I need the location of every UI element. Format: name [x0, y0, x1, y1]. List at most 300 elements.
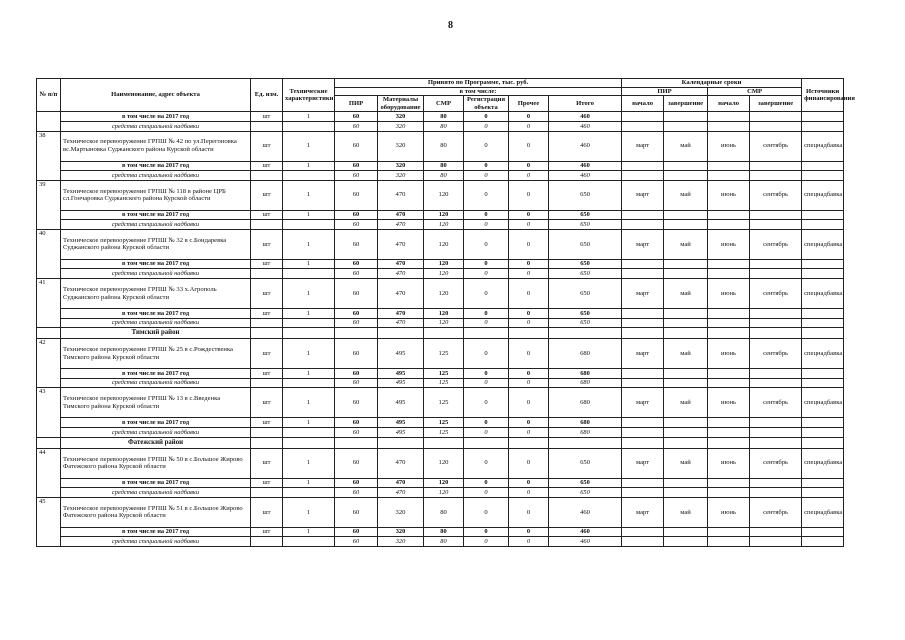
cell-smr: 80 — [424, 131, 464, 161]
cell-num: 39 — [37, 180, 61, 210]
empty-cell — [622, 318, 664, 328]
table-row-fund — [37, 378, 844, 388]
cell-pir: 60 — [335, 220, 378, 230]
cell-smr: 120 — [424, 259, 464, 269]
empty-cell — [251, 269, 283, 279]
cell-other: 0 — [509, 112, 549, 122]
cell-other: 0 — [509, 488, 549, 498]
cell-source: спецнадбавка — [802, 388, 844, 418]
empty-cell — [664, 537, 708, 547]
cell-total: 650 — [549, 229, 622, 259]
header-smr: СМР — [424, 96, 464, 112]
cell-smr: 125 — [424, 378, 464, 388]
empty-cell — [802, 378, 844, 388]
cell-total: 460 — [549, 527, 622, 537]
cell-total: 650 — [549, 318, 622, 328]
header-num: № п/п — [37, 79, 61, 112]
row-label: средства специальной надбавки — [61, 171, 251, 181]
table-row-fund — [37, 537, 844, 547]
cell-pir-start: март — [622, 388, 664, 418]
table-row-2017 — [37, 309, 844, 319]
cell-pir: 60 — [335, 378, 378, 388]
header-pir: ПИР — [335, 96, 378, 112]
empty-cell — [283, 488, 335, 498]
header-source: Источники финансирования — [802, 79, 844, 112]
cell-register: 0 — [464, 339, 509, 369]
cell-qty: 1 — [283, 339, 335, 369]
empty-cell — [802, 161, 844, 171]
empty-cell — [424, 328, 464, 339]
empty-cell — [708, 161, 750, 171]
empty-cell — [251, 428, 283, 438]
cell-pir: 60 — [335, 121, 378, 131]
cell-other: 0 — [509, 229, 549, 259]
empty-cell — [622, 369, 664, 379]
cell-qty: 1 — [283, 210, 335, 220]
cell-other: 0 — [509, 309, 549, 319]
cell-reg: 0 — [464, 161, 509, 171]
cell-smr: 80 — [424, 161, 464, 171]
empty-cell — [750, 527, 802, 537]
table-row-object — [37, 497, 844, 527]
empty-cell — [708, 328, 750, 339]
cell-pir: 60 — [335, 369, 378, 379]
cell-total: 460 — [549, 121, 622, 131]
empty-cell — [802, 171, 844, 181]
cell-unit: шт — [251, 259, 283, 269]
empty-cell — [622, 171, 664, 181]
cell-materials: 495 — [378, 339, 424, 369]
cell-num: 44 — [37, 448, 61, 478]
empty-cell — [464, 328, 509, 339]
empty-cell — [251, 220, 283, 230]
cell-register: 0 — [464, 388, 509, 418]
cell-total: 680 — [549, 418, 622, 428]
cell-materials: 320 — [378, 131, 424, 161]
cell-mat: 320 — [378, 537, 424, 547]
empty-cell — [802, 309, 844, 319]
empty-cell — [37, 161, 61, 171]
cell-reg: 0 — [464, 269, 509, 279]
empty-cell — [37, 171, 61, 181]
cell-other: 0 — [509, 161, 549, 171]
cell-pir: 60 — [335, 180, 378, 210]
empty-cell — [802, 259, 844, 269]
cell-other: 0 — [509, 180, 549, 210]
empty-cell — [37, 210, 61, 220]
empty-cell — [335, 328, 378, 339]
cell-pir-start: март — [622, 448, 664, 478]
empty-cell — [664, 418, 708, 428]
cell-other: 0 — [509, 378, 549, 388]
empty-cell — [251, 328, 283, 339]
empty-cell — [283, 378, 335, 388]
cell-smr: 120 — [424, 279, 464, 309]
cell-pir: 60 — [335, 488, 378, 498]
empty-cell — [37, 527, 61, 537]
cell-smr: 120 — [424, 309, 464, 319]
cell-other: 0 — [509, 121, 549, 131]
cell-reg: 0 — [464, 478, 509, 488]
cell-unit: шт — [251, 388, 283, 418]
empty-cell — [708, 378, 750, 388]
cell-register: 0 — [464, 497, 509, 527]
cell-qty: 1 — [283, 448, 335, 478]
row-label: средства специальной надбавки — [61, 121, 251, 131]
cell-smr: 120 — [424, 229, 464, 259]
cell-register: 0 — [464, 121, 509, 131]
row-label: в том числе на 2017 год — [61, 161, 251, 171]
cell-source: спецнадбавка — [802, 180, 844, 210]
empty-cell — [708, 478, 750, 488]
cell-smr-start: июнь — [708, 339, 750, 369]
cell-register: 0 — [464, 448, 509, 478]
header-dates-group: Календарные сроки — [622, 79, 802, 88]
table-row-2017 — [37, 369, 844, 379]
empty-cell — [708, 269, 750, 279]
empty-cell — [251, 171, 283, 181]
row-label: средства специальной надбавки — [61, 269, 251, 279]
empty-cell — [750, 161, 802, 171]
empty-cell — [750, 318, 802, 328]
empty-cell — [664, 171, 708, 181]
empty-cell — [283, 437, 335, 448]
cell-qty: 1 — [283, 478, 335, 488]
cell-pir: 60 — [335, 478, 378, 488]
cell-register: 0 — [464, 180, 509, 210]
empty-cell — [283, 269, 335, 279]
header-other: Прочее — [509, 96, 549, 112]
cell-pir: 60 — [335, 161, 378, 171]
cell-qty: 1 — [283, 418, 335, 428]
empty-cell — [335, 437, 378, 448]
cell-pir: 60 — [335, 309, 378, 319]
cell-mat: 470 — [378, 488, 424, 498]
header-smr-end: завершение — [750, 96, 802, 112]
empty-cell — [283, 328, 335, 339]
cell-smr: 120 — [424, 180, 464, 210]
cell-reg: 0 — [464, 318, 509, 328]
cell-num: 40 — [37, 229, 61, 259]
cell-smr: 120 — [424, 478, 464, 488]
empty-cell — [283, 171, 335, 181]
empty-cell — [802, 428, 844, 438]
empty-cell — [37, 437, 61, 448]
cell-unit: шт — [251, 210, 283, 220]
table-header — [37, 79, 855, 112]
cell-name: Техническое перевооружение ГРПШ № 118 в районе ЦРБ сл.Гончаровка Суджанского района Курской области — [61, 180, 251, 210]
empty-cell — [750, 488, 802, 498]
cell-total: 650 — [549, 259, 622, 269]
cell-pir-start: март — [622, 131, 664, 161]
empty-cell — [37, 220, 61, 230]
table-row-object — [37, 180, 844, 210]
cell-name: Техническое перевооружение ГРПШ № 51 в с.Большое Жирово Фатежского района Курской области — [61, 497, 251, 527]
cell-smr-start: июнь — [708, 388, 750, 418]
empty-cell — [750, 537, 802, 547]
cell-smr: 80 — [424, 112, 464, 122]
cell-mat: 495 — [378, 369, 424, 379]
cell-source: спецнадбавка — [802, 448, 844, 478]
empty-cell — [708, 437, 750, 448]
empty-cell — [622, 328, 664, 339]
header-materials: Материалы оборудование — [378, 96, 424, 112]
empty-cell — [708, 220, 750, 230]
cell-name: Техническое перевооружение ГРПШ № 25 в с.Рождественка Тимского района Курской области — [61, 339, 251, 369]
empty-cell — [622, 378, 664, 388]
empty-cell — [664, 369, 708, 379]
table-row-fund — [37, 269, 844, 279]
empty-cell — [802, 318, 844, 328]
row-label: в том числе на 2017 год — [61, 210, 251, 220]
cell-mat: 470 — [378, 478, 424, 488]
cell-other: 0 — [509, 259, 549, 269]
row-label: средства специальной надбавки — [61, 488, 251, 498]
cell-smr-start: июнь — [708, 131, 750, 161]
empty-cell — [708, 537, 750, 547]
empty-cell — [750, 171, 802, 181]
row-label: средства специальной надбавки — [61, 428, 251, 438]
cell-smr-end: сентябрь — [750, 448, 802, 478]
cell-pir: 60 — [335, 171, 378, 181]
cell-other: 0 — [509, 537, 549, 547]
cell-smr-start: июнь — [708, 497, 750, 527]
empty-cell — [802, 369, 844, 379]
empty-cell — [750, 328, 802, 339]
cell-other: 0 — [509, 339, 549, 369]
table-row-object — [37, 339, 844, 369]
cell-smr: 125 — [424, 418, 464, 428]
cell-num: 43 — [37, 388, 61, 418]
cell-mat: 320 — [378, 527, 424, 537]
table-row-fund — [37, 171, 844, 181]
cell-total: 680 — [549, 378, 622, 388]
cell-materials: 470 — [378, 229, 424, 259]
empty-cell — [802, 527, 844, 537]
empty-cell — [664, 488, 708, 498]
cell-unit: шт — [251, 131, 283, 161]
cell-materials: 320 — [378, 121, 424, 131]
cell-other: 0 — [509, 497, 549, 527]
empty-cell — [251, 537, 283, 547]
cell-qty: 1 — [283, 309, 335, 319]
cell-unit: шт — [251, 497, 283, 527]
cell-total: 680 — [549, 369, 622, 379]
cell-unit: шт — [251, 418, 283, 428]
cell-total: 650 — [549, 279, 622, 309]
cell-mat: 470 — [378, 220, 424, 230]
empty-cell — [802, 488, 844, 498]
cell-smr: 125 — [424, 388, 464, 418]
empty-cell — [664, 478, 708, 488]
empty-cell — [802, 328, 844, 339]
empty-cell — [802, 210, 844, 220]
table-row-2017 — [37, 478, 844, 488]
empty-cell — [622, 269, 664, 279]
cell-register: 0 — [464, 112, 509, 122]
cell-other: 0 — [509, 220, 549, 230]
cell-materials: 470 — [378, 180, 424, 210]
cell-pir: 60 — [335, 339, 378, 369]
empty-cell — [37, 369, 61, 379]
header-unit: Ед. изм. — [251, 79, 283, 112]
empty-cell — [750, 220, 802, 230]
cell-smr: 125 — [424, 428, 464, 438]
empty-cell — [622, 437, 664, 448]
empty-cell — [622, 537, 664, 547]
cell-reg: 0 — [464, 378, 509, 388]
cell-total: 650 — [549, 269, 622, 279]
empty-cell — [37, 309, 61, 319]
header-register: Регистрация объекта — [464, 96, 509, 112]
cell-name: Техническое перевооружение ГРПШ № 42 по ул.Перегоновка вс.Мартыновка Суджанского района Курской области — [61, 131, 251, 161]
header-smr-start: начало — [708, 96, 750, 112]
empty-cell — [622, 161, 664, 171]
cell-total: 650 — [549, 180, 622, 210]
cell-mat: 470 — [378, 259, 424, 269]
cell-pir: 60 — [335, 527, 378, 537]
cell-pir: 60 — [335, 318, 378, 328]
table-row-object — [37, 388, 844, 418]
empty-cell — [664, 378, 708, 388]
cell-source: спецнадбавка — [802, 131, 844, 161]
cell-qty: 1 — [283, 527, 335, 537]
empty-cell — [750, 259, 802, 269]
cell-qty: 1 — [283, 497, 335, 527]
empty-cell — [664, 161, 708, 171]
cell-pir: 60 — [335, 448, 378, 478]
cell-smr: 80 — [424, 121, 464, 131]
empty-cell — [802, 537, 844, 547]
cell-mat: 470 — [378, 309, 424, 319]
cell-pir: 60 — [335, 279, 378, 309]
cell-pir: 60 — [335, 388, 378, 418]
empty-cell — [622, 428, 664, 438]
row-label: в том числе на 2017 год — [61, 112, 251, 122]
cell-pir-end: май — [664, 131, 708, 161]
cell-reg: 0 — [464, 527, 509, 537]
cell-pir: 60 — [335, 269, 378, 279]
cell-reg: 0 — [464, 488, 509, 498]
cell-other: 0 — [509, 478, 549, 488]
cell-smr: 80 — [424, 537, 464, 547]
row-label: в том числе на 2017 год — [61, 259, 251, 269]
district-title: Фатежский район — [61, 437, 251, 448]
cell-reg: 0 — [464, 171, 509, 181]
empty-cell — [750, 210, 802, 220]
empty-cell — [251, 488, 283, 498]
cell-pir: 60 — [335, 497, 378, 527]
empty-cell — [509, 328, 549, 339]
cell-qty: 1 — [283, 180, 335, 210]
empty-cell — [802, 437, 844, 448]
cell-qty: 1 — [283, 259, 335, 269]
cell-other: 0 — [509, 318, 549, 328]
header-dates-smr: СМР — [708, 87, 802, 96]
empty-cell — [802, 269, 844, 279]
cell-pir: 60 — [335, 210, 378, 220]
row-label: средства специальной надбавки — [61, 537, 251, 547]
empty-cell — [622, 259, 664, 269]
cell-qty: 1 — [283, 131, 335, 161]
cell-smr: 125 — [424, 369, 464, 379]
cell-smr-start: июнь — [708, 180, 750, 210]
empty-cell — [37, 328, 61, 339]
table-row-2017 — [37, 210, 844, 220]
cell-pir: 60 — [335, 259, 378, 269]
empty-cell — [622, 418, 664, 428]
empty-cell — [802, 220, 844, 230]
district-row — [37, 328, 844, 339]
empty-cell — [622, 309, 664, 319]
empty-cell — [622, 210, 664, 220]
table-row-fund — [37, 318, 844, 328]
empty-cell — [251, 437, 283, 448]
cell-pir-end: май — [664, 339, 708, 369]
cell-total: 460 — [549, 497, 622, 527]
cell-materials: 470 — [378, 279, 424, 309]
cell-num: 42 — [37, 339, 61, 369]
cell-reg: 0 — [464, 259, 509, 269]
empty-cell — [424, 437, 464, 448]
cell-name: Техническое перевооружение ГРПШ № 33 х.Агрополь Суджанского района Курской области — [61, 279, 251, 309]
cell-total: 460 — [549, 161, 622, 171]
cell-other: 0 — [509, 428, 549, 438]
table-row-object — [37, 229, 844, 259]
cell-total: 650 — [549, 220, 622, 230]
cell-name: Техническое перевооружение ГРПШ № 13 в с.Введенка Тимского района Курской области — [61, 388, 251, 418]
row-label: средства специальной надбавки — [61, 318, 251, 328]
empty-cell — [37, 378, 61, 388]
empty-cell — [251, 318, 283, 328]
empty-cell — [378, 328, 424, 339]
empty-cell — [664, 309, 708, 319]
cell-total: 460 — [549, 537, 622, 547]
district-title: Тимский район — [61, 328, 251, 339]
cell-unit: шт — [251, 369, 283, 379]
empty-cell — [708, 488, 750, 498]
cell-pir-end: май — [664, 448, 708, 478]
cell-pir-end: май — [664, 388, 708, 418]
cell-unit: шт — [251, 309, 283, 319]
empty-cell — [464, 437, 509, 448]
cell-smr-end: сентябрь — [750, 131, 802, 161]
table-row-object — [37, 279, 844, 309]
cell-other: 0 — [509, 279, 549, 309]
cell-qty: 1 — [283, 229, 335, 259]
empty-cell — [802, 418, 844, 428]
empty-cell — [802, 478, 844, 488]
cell-smr: 120 — [424, 269, 464, 279]
empty-cell — [664, 527, 708, 537]
cell-smr: 125 — [424, 339, 464, 369]
cell-unit: шт — [251, 229, 283, 259]
header-total: Итого — [549, 96, 622, 112]
empty-cell — [664, 269, 708, 279]
cell-mat: 495 — [378, 378, 424, 388]
cell-other: 0 — [509, 131, 549, 161]
empty-cell — [750, 428, 802, 438]
cell-pir: 60 — [335, 428, 378, 438]
cell-mat: 495 — [378, 428, 424, 438]
cell-unit: шт — [251, 527, 283, 537]
empty-cell — [549, 328, 622, 339]
empty-cell — [750, 478, 802, 488]
cell-other: 0 — [509, 388, 549, 418]
cell-source: спецнадбавка — [802, 339, 844, 369]
row-label: в том числе на 2017 год — [61, 369, 251, 379]
cell-name: Техническое перевооружение ГРПШ № 50 в с.Большое Жирово Фатежского района Курской области — [61, 448, 251, 478]
